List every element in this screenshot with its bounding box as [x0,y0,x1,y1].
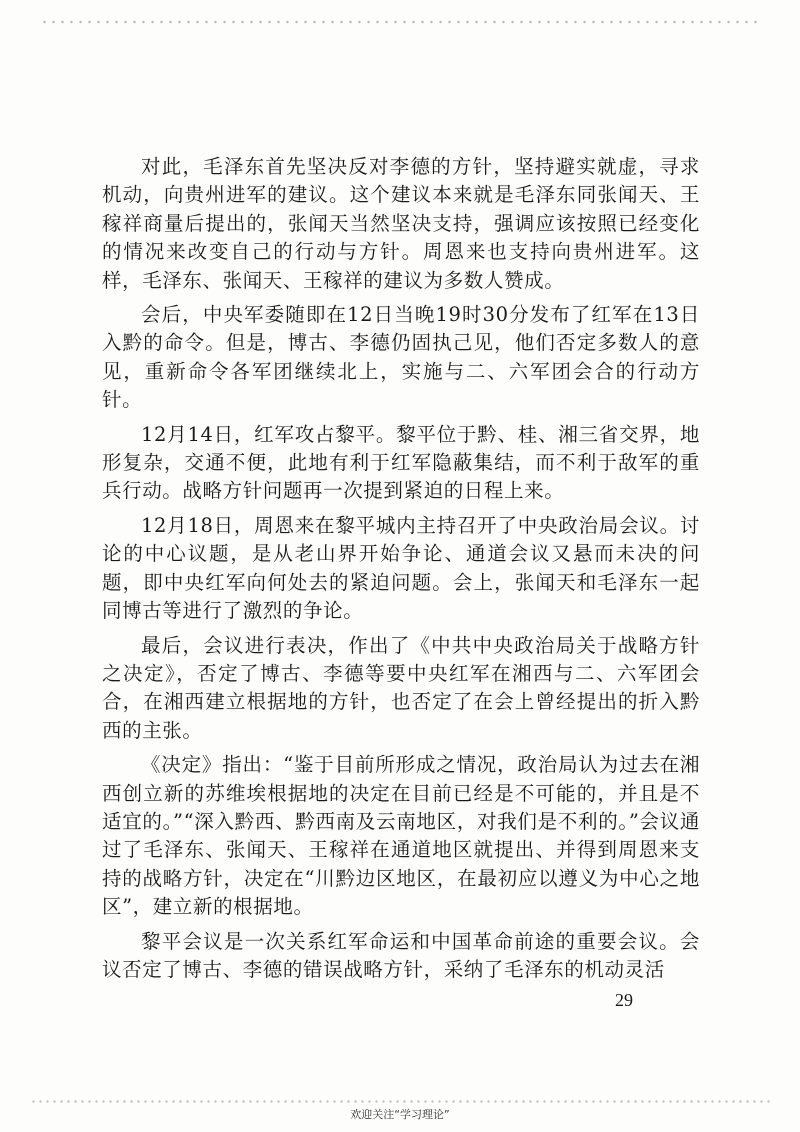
paragraph: 《决定》指出：“鉴于目前所形成之情况，政治局认为过去在湘西创立新的苏维埃根据地的决定在目前已经是不可能的，并且是不适宜的。”“深入黔西、黔西南及云南地区，对我们是不利的。”会议通过了毛泽东、张闻天、王稼祥在通道地区就提出、并得到周恩来支持的战略方针，决定在“川黔边区地区，在最初应以遵义为中心之地区”，建立新的根据地。 [102,753,700,919]
paragraph: 12月18日，周恩来在黎平城内主持召开了中央政治局会议。讨论的中心议题，是从老山界开始争论、通道会议又悬而未决的问题，即中央红军向何处去的紧迫问题。会上，张闻天和毛泽东一起同博古等进行了激烈的争论。 [102,513,700,623]
paragraph: 会后，中央军委随即在12日当晚19时30分发布了红军在13日入黔的命令。但是，博古、李德仍固执己见，他们否定多数人的意见，重新命令各军团继续北上，实施与二、六军团会合的行动方针。 [102,303,700,412]
page-number: 29 [615,990,633,1010]
paragraph: 黎平会议是一次关系红军命运和中国革命前途的重要会议。会议否定了博古、李德的错误战略方针，采纳了毛泽东的机动灵活 [102,929,700,981]
scan-edge-bottom [30,1100,770,1103]
paragraph: 12月14日，红军攻占黎平。黎平位于黔、桂、湘三省交界，地形复杂，交通不便，此地有利于红军隐蔽集结，而不利于敌军的重兵行动。战略方针问题再一次提到紧迫的日程上来。 [102,422,700,503]
paragraph: 最后，会议进行表决，作出了《中共中央政治局关于战略方针之决定》，否定了博古、李德等要中央红军在湘西与二、六军团会合，在湘西建立根据地的方针，也否定了在会上曾经提出的折入黔西的主张。 [102,633,700,742]
paragraph: 对此，毛泽东首先坚决反对李德的方针，坚持避实就虚，寻求机动，向贵州进军的建议。这个建议本来就是毛泽东同张闻天、王稼祥商量后提出的，张闻天当然坚决支持，强调应该按照已经变化的情况来改变自己的行动与方针。周恩来也支持向贵州进军。这样，毛泽东、张闻天、王稼祥的建议为多数人赞成。 [102,155,700,292]
body-text [102,153,700,990]
footer-note: 欢迎关注“学习理论” [350,1108,450,1121]
scan-edge-top [40,20,760,24]
